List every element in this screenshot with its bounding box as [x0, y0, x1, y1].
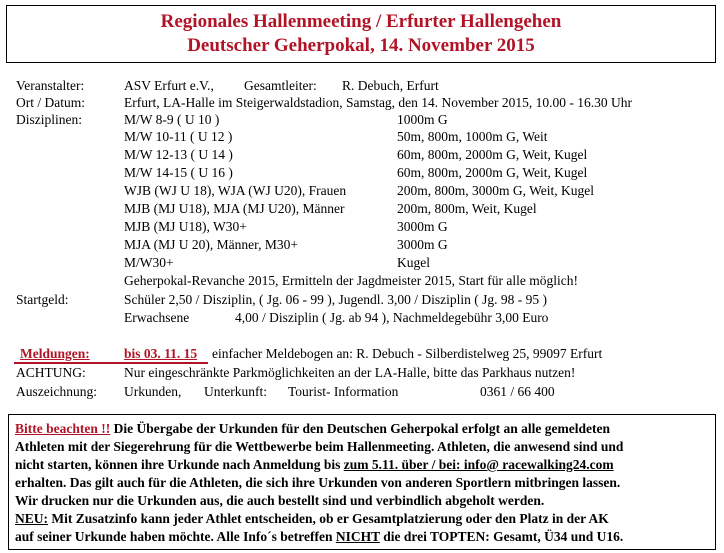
notice-line-3 [15, 456, 614, 473]
title-line-2: Deutscher Geherpokal, 14. November 2015 [187, 35, 535, 56]
discipline-events: Kugel [397, 255, 430, 270]
meldungen-text: einfacher Meldebogen an: R. Debuch - Silberdistelweg 25, 99097 Erfurt [212, 346, 603, 361]
discipline-group: M/W 8-9 ( U 10 ) [124, 112, 220, 127]
notice-text-6: Mit Zusatzinfo kann jeder Athlet entscheiden, ob er Gesamtplatzierung oder den Platz in der AK [48, 511, 609, 526]
discipline-group: MJA (MJ U 20), Männer, M30+ [124, 237, 298, 252]
startgeld-line-1: Schüler 2,50 / Disziplin, ( Jg. 06 - 99 ), Jugendl. 3,00 / Disziplin ( Jg. 98 - 95 ) [124, 292, 547, 307]
auszeichnung-label: Auszeichnung: [16, 384, 97, 399]
title-line-1: Regionales Hallenmeeting / Erfurter Hallengehen [160, 11, 562, 32]
discipline-group: M/W 12-13 ( U 14 ) [124, 147, 233, 162]
notice-nicht: NICHT [335, 529, 380, 544]
disziplinen-label: Disziplinen: [16, 112, 82, 127]
notice-text-1: Die Übergabe der Urkunden für den Deutschen Geherpokal erfolgt an alle gemeldeten [110, 421, 610, 436]
notice-line-6 [15, 510, 609, 527]
discipline-group: WJB (WJ U 18), WJA (WJ U20), Frauen [124, 183, 347, 198]
notice-line-1 [15, 420, 610, 437]
discipline-events: 60m, 800m, 2000m G, Weit, Kugel [397, 147, 588, 162]
ort-label: Ort / Datum: [16, 95, 85, 110]
gesamtleiter-label: Gesamtleiter: [244, 78, 317, 93]
notice-text-7a: auf seiner Urkunde haben möchte. Alle Info´s betreffen [15, 529, 336, 544]
notice-box [8, 414, 716, 550]
notice-email: zum 5.11. über / bei: info@ racewalking24.com [343, 457, 614, 472]
achtung-text: Nur eingeschränkte Parkmöglichkeiten an der LA-Halle, bitte das Parkhaus nutzen! [124, 365, 576, 380]
notice-line-2: Athleten mit der Siegerehrung für die Wettbewerbe beim Hallenmeeting. Athleten, die anwesend sind und [15, 439, 624, 454]
notice-line-5: Wir drucken nur die Urkunden aus, die auch bestellt sind und verbindlich abgeholt werden. [15, 493, 545, 508]
notice-text-3a: nicht starten, können ihre Urkunde nach Anmeldung bis [15, 457, 344, 472]
discipline-group: MJB (MJ U18), MJA (MJ U20), Männer [124, 201, 345, 216]
achtung-label: ACHTUNG: [16, 365, 86, 380]
discipline-events: 60m, 800m, 2000m G, Weit, Kugel [397, 165, 588, 180]
discipline-group: MJB (MJ U18), W30+ [124, 219, 247, 234]
gesamtleiter-value: R. Debuch, Erfurt [342, 78, 439, 93]
discipline-events: 3000m G [397, 237, 448, 252]
discipline-group: M/W30+ [124, 255, 174, 270]
discipline-events: 3000m G [397, 219, 448, 234]
veranstalter-value: ASV Erfurt e.V., [124, 78, 214, 93]
notice-neu: NEU: [15, 511, 48, 526]
notice-text-7b: die drei TOPTEN: Gesamt, Ü34 und U16. [379, 529, 624, 544]
discipline-events: 200m, 800m, 3000m G, Weit, Kugel [397, 183, 595, 198]
title-box [6, 5, 716, 63]
startgeld-line-2b: 4,00 / Disziplin ( Jg. ab 94 ), Nachmeldegebühr 3,00 Euro [235, 310, 549, 325]
revanche-note: Geherpokal-Revanche 2015, Ermitteln der Jagdmeister 2015, Start für alle möglich! [124, 273, 578, 288]
auszeichnung-urkunden: Urkunden, [124, 384, 182, 399]
unterkunft-phone: 0361 / 66 400 [480, 384, 555, 399]
startgeld-line-2a: Erwachsene [124, 310, 190, 325]
discipline-events: 50m, 800m, 1000m G, Weit [397, 129, 548, 144]
unterkunft-value: Tourist- Information [288, 384, 399, 399]
unterkunft-label: Unterkunft: [204, 384, 267, 399]
ort-value: Erfurt, LA-Halle im Steigerwaldstadion, Samstag, den 14. November 2015, 10.00 - 16.30 Uhr [124, 95, 633, 110]
discipline-group: M/W 10-11 ( U 12 ) [124, 129, 233, 144]
discipline-group: M/W 14-15 ( U 16 ) [124, 165, 233, 180]
startgeld-label: Startgeld: [16, 292, 69, 307]
discipline-events: 1000m G [397, 112, 448, 127]
discipline-events: 200m, 800m, Weit, Kugel [397, 201, 537, 216]
notice-lead: Bitte beachten !! [15, 421, 111, 436]
veranstalter-label: Veranstalter: [16, 78, 85, 93]
notice-line-7 [15, 528, 623, 545]
meldungen-deadline: bis 03. 11. 15 [124, 346, 198, 361]
meldungen-label: Meldungen: [20, 346, 90, 361]
notice-line-4: erhalten. Das gilt auch für die Athleten, die sich ihre Urkunden von anderen Sportlern mitbringen lassen. [15, 475, 621, 490]
